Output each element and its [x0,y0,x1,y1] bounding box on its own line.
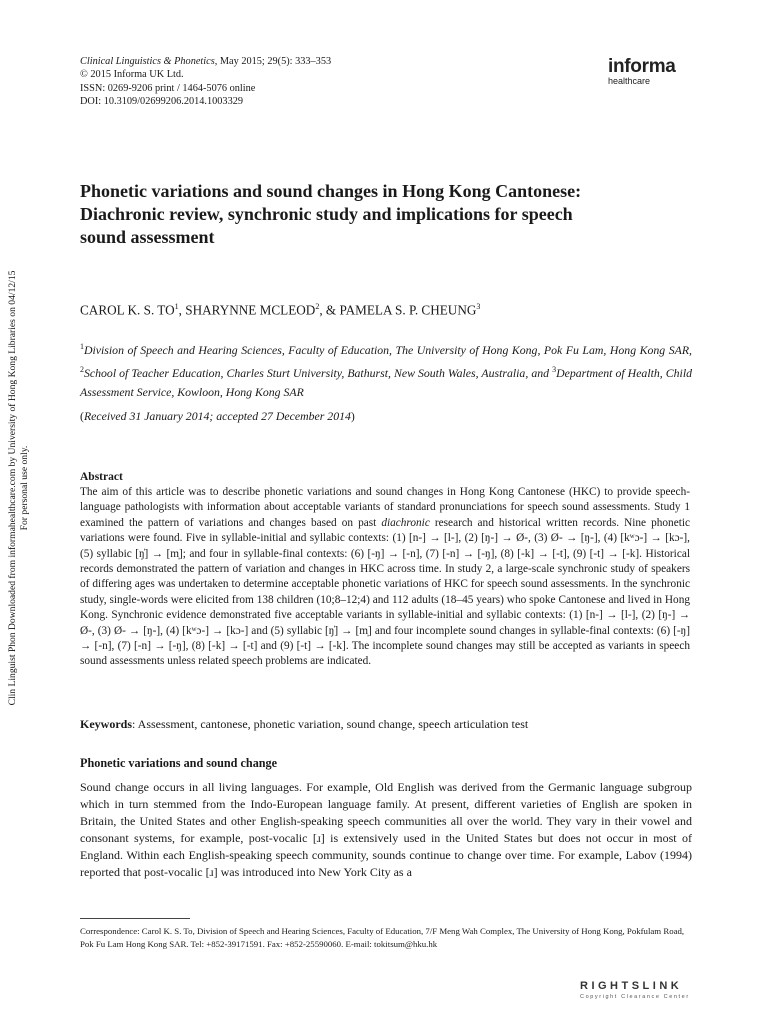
rightslink-logo [580,980,760,1001]
watermark-line-2: For personal use only. [19,445,30,531]
title-line-1: Phonetic variations and sound changes in Hong Kong Cantonese: [80,181,582,201]
download-watermark [0,0,60,1024]
paper-title [80,180,700,249]
abstract [80,470,690,670]
author-3: , & PAMELA S. P. CHEUNG [319,302,477,318]
author-3-mark: 3 [476,302,481,311]
title-line-3: sound assessment [80,227,215,247]
affil-1-mark: 1 [80,342,84,351]
section-heading: Phonetic variations and sound change [80,756,278,770]
footnote-rule [80,918,190,919]
affil-2-mark: 2 [80,365,84,375]
author-1-mark: 1 [174,302,179,311]
author-2: , SHARYNNE MCLEOD [178,302,316,318]
affil-1: Division of Speech and Hearing Sciences, Faculty of Education, The University of Hong Kong, Pok Fu Lam, Hong Kong SAR, [84,342,692,357]
author-2-mark: 2 [315,302,320,311]
publisher-logo [608,58,708,87]
affiliations [80,337,692,403]
affil-3: Department of Health, Child Assessment Service, Kowloon, Hong Kong SAR [80,366,692,400]
body-paragraph: Sound change occurs in all living languages. For example, Old English was derived from the Germanic language subgroup which in turn stemmed from the Indo-European language family. At present, different varieties of English are spoken in Britain, the United States and other English-speaking speech communities all over the world. They vary in their vowel and consonant systems, for example, post-vocalic [ɹ] is extensively used in the United States but does not occur in most of England. Within each English-speaking speech community, sounds continue to change over time. For example, Labov (1994) reported that post-vocalic [ɹ] was introduced into New York City as a [80,780,692,880]
abstract-text: The aim of this article was to describe phonetic variations and sound changes in Hong Kong Cantonese (HKC) to provide speech-language pathologists with information about acceptable variants of standard pronunciations for speech sound assessments. Study 1 examined the pattern of variations and changes based on past diachronic research and historical written records. Nine phonetic variations were found. Five in syllable-initial and syllabic contexts: (1) [n-] → [l-], (2) [ŋ-] → Ø-, (3) Ø- → [ŋ-], (4) [kʷɔ-] → [kɔ-], (5) syllabic [ŋ̍] → [m̩]; and four in syllable-final contexts: (6) [-ŋ] → [-n], (7) [-n] → [-ŋ], (8) [-k] → [-t], (9) [-t] → [-k]. Historical records demonstrated the pattern of variation and changes in HKC across time. In study 2, a large-scale synchronic study of speakers of differing ages was undertaken to determine acceptable phonetic variations of HKC for speech sound assessments. In the synchronic study, single-words were elicited from 138 children (10;8–12;4) and 112 adults (18–45 years) who spoke Cantonese and lived in Hong Kong. Synchronic evidence demonstrated five acceptable variants in syllable-initial and syllabic contexts: (1) [n-] → [l-], (2) [ŋ-] → Ø-, (3) Ø- → [ŋ-], (4) [kʷɔ-] → [kɔ-] and (5) syllabic [ŋ̍] → [m̩] and four incomplete sound changes in syllable-final contexts: (6) [-ŋ] → [-n], (7) [-n] → [-ŋ], (8) [-k] → [-t] and (9) [-t] → [-k]. The incomplete sound changes may still be accepted as variants in speech sound assessments unless related speech problems are indicated. [80,486,690,668]
watermark-line-1: Clin Linguist Phon Downloaded from informahealthcare.com by University of Hong Kong Libraries on 04/12/15 [7,270,18,706]
rightslink-name: RIGHTSLINK [580,980,683,992]
correspondence-footnote: Correspondence: Carol K. S. To, Division of Speech and Hearing Sciences, Faculty of Education, 7/F Meng Wah Complex, The University of Hong Kong, Pokfulam Road, Pok Fu Lam Hong Kong SAR. Tel: +852-39171591. Fax: +852-25590060. E-mail: tokitsum@hku.hk [80,926,685,949]
journal-doi: DOI: 10.3109/02699206.2014.1003329 [80,96,244,108]
rightslink-sub: Copyright Clearance Center [580,994,690,1000]
keywords [80,716,700,732]
logo-sub: healthcare [608,76,651,86]
journal-issn: ISSN: 0269-9206 print / 1464-5076 online [80,82,256,94]
journal-name: Clinical Linguistics & Phonetics [80,56,215,67]
received-dates: (Received 31 January 2014; accepted 27 December 2014) [80,409,355,423]
affil-3-mark: 3 [552,365,557,375]
abstract-emphasis: diachronic [381,516,430,529]
journal-issue: , May 2015; 29(5): 333–353 [214,56,332,67]
keywords-label: Keywords [80,717,132,731]
affil-2: School of Teacher Education, Charles Sturt University, Bathurst, New South Wales, Australia, and [84,366,553,381]
title-line-2: Diachronic review, synchronic study and implications for speech [80,204,573,224]
journal-copyright: © 2015 Informa UK Ltd. [80,69,184,81]
abstract-heading: Abstract [80,471,123,483]
author-1: CAROL K. S. TO [80,302,175,318]
keywords-text: : Assessment, cantonese, phonetic variation, sound change, speech articulation test [132,717,529,731]
logo-name: informa [608,56,676,77]
author-list [80,298,700,319]
journal-header [80,55,331,109]
received-text: Received 31 January 2014; accepted 27 December 2014 [83,409,351,423]
